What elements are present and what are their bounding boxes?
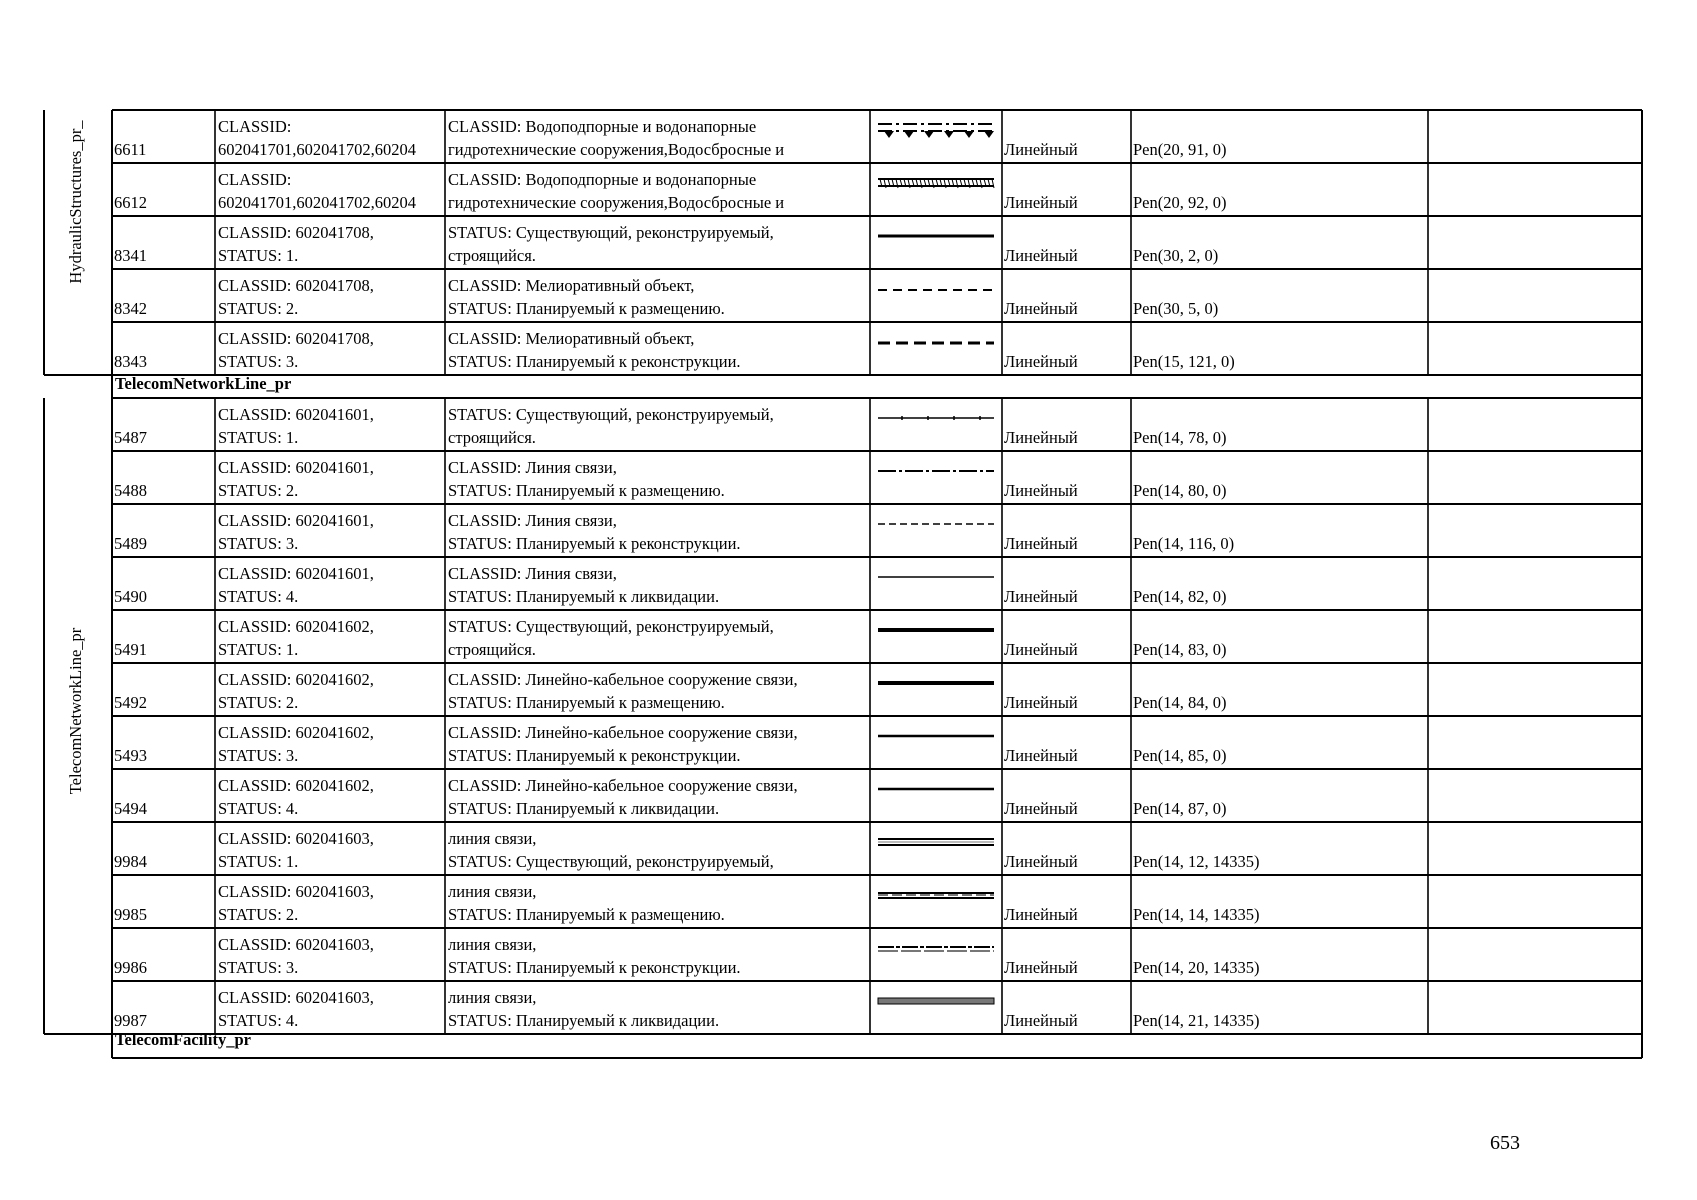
page-number: 653 — [1490, 1132, 1520, 1154]
row-code: 8342 — [114, 299, 147, 318]
row-extra — [1428, 163, 1642, 216]
row-classid: CLASSID: 602041603, STATUS: 2. — [218, 882, 374, 924]
row-pen: Pen(15, 121, 0) — [1133, 352, 1235, 371]
line-symbol-stroke — [948, 179, 950, 186]
row-classid: CLASSID: 602041603, STATUS: 4. — [218, 988, 374, 1030]
section-title-telecom-facility: TelecomFacility_pr — [115, 1030, 251, 1049]
row-extra — [1428, 216, 1642, 269]
row-pen: Pen(30, 5, 0) — [1133, 299, 1219, 318]
row-classid: CLASSID: 602041708, STATUS: 2. — [218, 276, 374, 318]
row-code: 5487 — [114, 428, 147, 447]
group-label-telecom-network-line: TelecomNetworkLine_pr — [66, 627, 85, 795]
row-description: CLASSID: Линейно-кабельное сооружение связи, STATUS: Планируемый к ликвидации. — [448, 776, 798, 818]
line-symbol-barb — [884, 131, 894, 138]
row-description: CLASSID: Линейно-кабельное сооружение связи, STATUS: Планируемый к размещению. — [448, 670, 798, 712]
row-pen: Pen(14, 80, 0) — [1133, 481, 1227, 500]
row-pen: Pen(14, 87, 0) — [1133, 799, 1227, 818]
row-type: Линейный — [1004, 1011, 1078, 1030]
row-code: 8343 — [114, 352, 147, 371]
row-code: 6611 — [114, 140, 147, 159]
row-pen: Pen(30, 2, 0) — [1133, 246, 1219, 265]
row-description: CLASSID: Линия связи, STATUS: Планируемый к ликвидации. — [448, 564, 720, 606]
row-extra — [1428, 269, 1642, 322]
row-description: линия связи, STATUS: Существующий, реконструируемый, — [448, 829, 774, 871]
row-pen: Pen(14, 84, 0) — [1133, 693, 1227, 712]
row-code: 5492 — [114, 693, 147, 712]
row-pen: Pen(14, 14, 14335) — [1133, 905, 1260, 924]
line-symbol-stroke — [888, 179, 890, 186]
line-symbol-barb — [964, 131, 974, 138]
row-type: Линейный — [1004, 905, 1078, 924]
row-description: STATUS: Существующий, реконструируемый, строящийся. — [448, 617, 774, 659]
row-code: 5494 — [114, 799, 147, 818]
row-description: STATUS: Существующий, реконструируемый, строящийся. — [448, 223, 774, 265]
row-extra — [1428, 928, 1642, 981]
row-extra — [1428, 610, 1642, 663]
row-code: 9985 — [114, 905, 147, 924]
row-classid: CLASSID: 602041701,602041702,60204 — [218, 170, 416, 212]
row-description: CLASSID: Линия связи, STATUS: Планируемый к реконструкции. — [448, 511, 741, 553]
row-type: Линейный — [1004, 193, 1078, 212]
row-classid: CLASSID: 602041602, STATUS: 1. — [218, 617, 374, 659]
row-type: Линейный — [1004, 640, 1078, 659]
line-symbol-barb — [924, 131, 934, 138]
row-extra — [1428, 322, 1642, 375]
row-description: CLASSID: Водоподпорные и водонапорные гидротехнические сооружения,Водосбросные и — [448, 170, 785, 212]
row-classid: CLASSID: 602041708, STATUS: 1. — [218, 223, 374, 265]
row-type: Линейный — [1004, 299, 1078, 318]
row-classid: CLASSID: 602041601, STATUS: 2. — [218, 458, 374, 500]
row-extra — [1428, 451, 1642, 504]
row-type: Линейный — [1004, 693, 1078, 712]
row-code: 6612 — [114, 193, 147, 212]
row-description: CLASSID: Мелиоративный объект, STATUS: Планируемый к реконструкции. — [448, 329, 741, 371]
row-code: 5491 — [114, 640, 147, 659]
row-description: CLASSID: Линейно-кабельное сооружение связи, STATUS: Планируемый к реконструкции. — [448, 723, 798, 765]
row-extra — [1428, 716, 1642, 769]
row-code: 5493 — [114, 746, 147, 765]
row-pen: Pen(14, 116, 0) — [1133, 534, 1235, 553]
row-extra — [1428, 822, 1642, 875]
line-symbol-barb — [984, 131, 994, 138]
row-code: 9986 — [114, 958, 147, 977]
row-pen: Pen(14, 85, 0) — [1133, 746, 1227, 765]
row-type: Линейный — [1004, 246, 1078, 265]
line-symbol-stroke — [960, 179, 962, 186]
row-classid: CLASSID: 602041601, STATUS: 3. — [218, 511, 374, 553]
row-description: линия связи, STATUS: Планируемый к ликвидации. — [448, 988, 720, 1030]
row-type: Линейный — [1004, 352, 1078, 371]
row-type: Линейный — [1004, 140, 1078, 159]
row-type: Линейный — [1004, 799, 1078, 818]
row-code: 9987 — [114, 1011, 147, 1030]
row-pen: Pen(14, 78, 0) — [1133, 428, 1227, 447]
row-pen: Pen(20, 91, 0) — [1133, 140, 1227, 159]
row-pen: Pen(14, 20, 14335) — [1133, 958, 1260, 977]
row-classid: CLASSID: 602041601, STATUS: 4. — [218, 564, 374, 606]
row-type: Линейный — [1004, 587, 1078, 606]
row-extra — [1428, 557, 1642, 610]
line-symbol-stroke — [900, 179, 902, 186]
row-description: STATUS: Существующий, реконструируемый, строящийся. — [448, 405, 774, 447]
row-description: CLASSID: Мелиоративный объект, STATUS: Планируемый к размещению. — [448, 276, 725, 318]
row-extra — [1428, 398, 1642, 451]
row-pen: Pen(14, 83, 0) — [1133, 640, 1227, 659]
row-pen: Pen(14, 12, 14335) — [1133, 852, 1260, 871]
line-symbol-stroke — [924, 179, 926, 186]
row-classid: CLASSID: 602041701,602041702,60204 — [218, 117, 416, 159]
row-description: линия связи, STATUS: Планируемый к реконструкции. — [448, 935, 741, 977]
row-classid: CLASSID: 602041601, STATUS: 1. — [218, 405, 374, 447]
line-symbol-band — [878, 998, 994, 1004]
row-extra — [1428, 663, 1642, 716]
row-extra — [1428, 875, 1642, 928]
line-symbol-barb — [944, 131, 954, 138]
row-classid: CLASSID: 602041602, STATUS: 4. — [218, 776, 374, 818]
row-pen: Pen(20, 92, 0) — [1133, 193, 1227, 212]
row-type: Линейный — [1004, 428, 1078, 447]
row-code: 5489 — [114, 534, 147, 553]
row-type: Линейный — [1004, 852, 1078, 871]
line-symbol-barb — [904, 131, 914, 138]
row-description: CLASSID: Линия связи, STATUS: Планируемый к размещению. — [448, 458, 725, 500]
line-symbol-stroke — [984, 179, 986, 186]
row-classid: CLASSID: 602041602, STATUS: 3. — [218, 723, 374, 765]
line-symbol-stroke — [972, 179, 974, 186]
row-extra — [1428, 981, 1642, 1034]
row-pen: Pen(14, 82, 0) — [1133, 587, 1227, 606]
row-code: 8341 — [114, 246, 147, 265]
line-symbol-stroke — [912, 179, 914, 186]
row-extra — [1428, 504, 1642, 557]
row-classid: CLASSID: 602041602, STATUS: 2. — [218, 670, 374, 712]
row-classid: CLASSID: 602041603, STATUS: 3. — [218, 935, 374, 977]
row-description: CLASSID: Водоподпорные и водонапорные гидротехнические сооружения,Водосбросные и — [448, 117, 785, 159]
row-type: Линейный — [1004, 534, 1078, 553]
row-extra — [1428, 769, 1642, 822]
row-classid: CLASSID: 602041708, STATUS: 3. — [218, 329, 374, 371]
line-symbol-stroke — [936, 179, 938, 186]
row-description: линия связи, STATUS: Планируемый к размещению. — [448, 882, 725, 924]
row-code: 9984 — [114, 852, 147, 871]
row-code: 5488 — [114, 481, 147, 500]
row-type: Линейный — [1004, 481, 1078, 500]
group-label-hydraulic-structures: HydraulicStructures_pr_ — [66, 120, 85, 284]
row-code: 5490 — [114, 587, 147, 606]
row-type: Линейный — [1004, 958, 1078, 977]
row-extra — [1428, 110, 1642, 163]
row-type: Линейный — [1004, 746, 1078, 765]
row-pen: Pen(14, 21, 14335) — [1133, 1011, 1260, 1030]
section-title-telecom-network-line: TelecomNetworkLine_pr — [115, 374, 292, 393]
row-classid: CLASSID: 602041603, STATUS: 1. — [218, 829, 374, 871]
